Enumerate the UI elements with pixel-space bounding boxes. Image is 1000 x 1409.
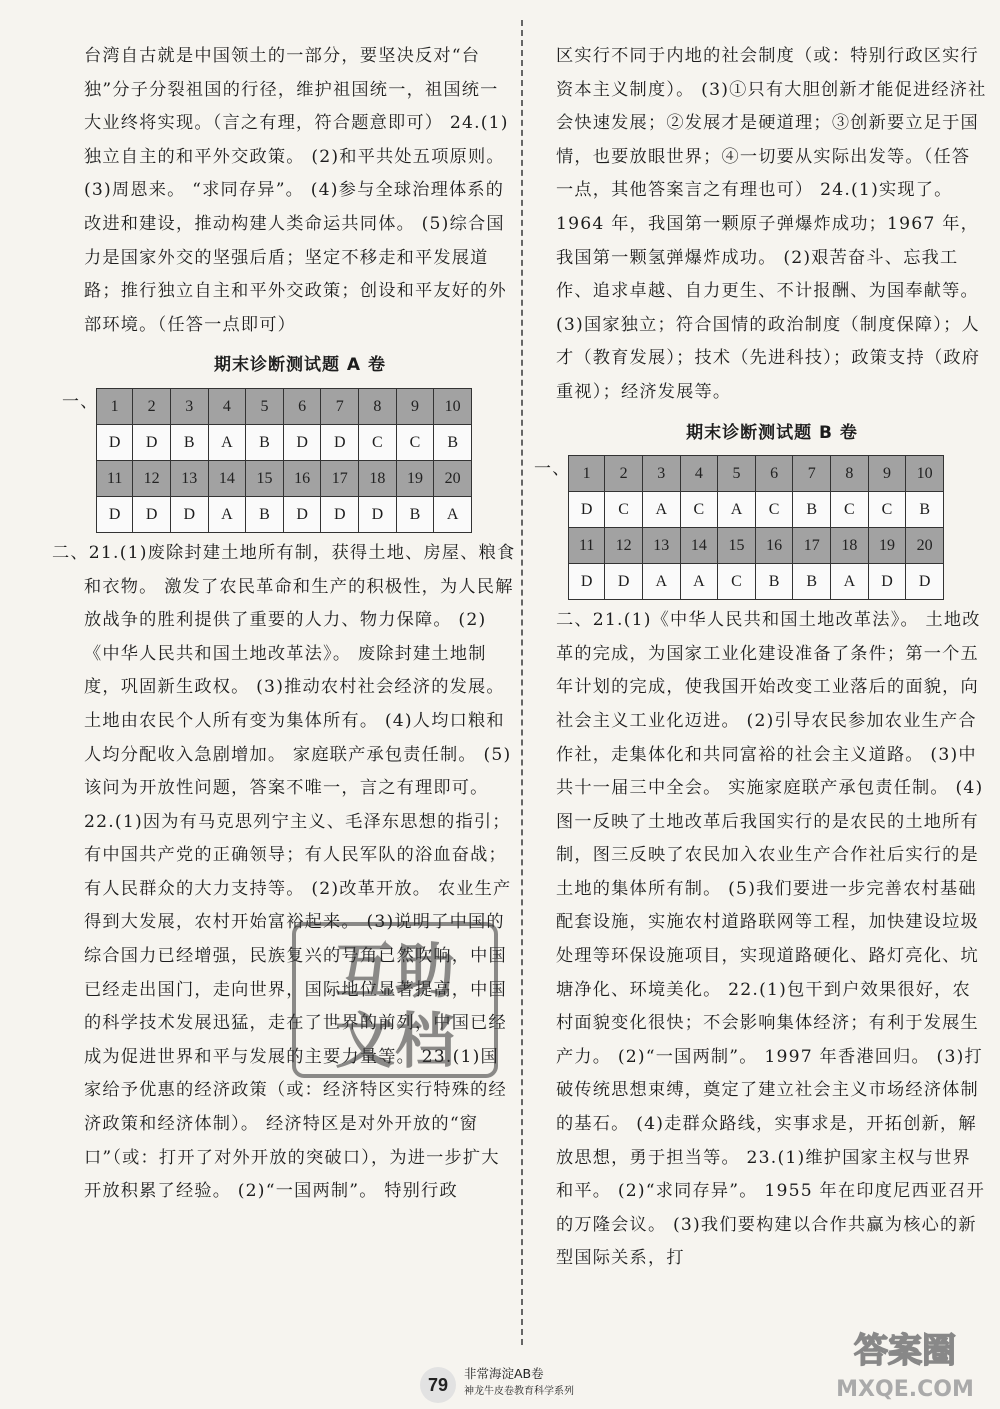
answer-cell: B [793,564,831,600]
left-section-two-text: 二、21.(1)废除封建土地所有制，获得土地、房屋、粮食和衣物。 激发了农民革命和生产的积极性，为人民解放战争的胜利提供了重要的人力、物力保障。 (2)《中华人民共和国土地改革法》。 废除封建土地制度，巩固新生政权。 (3)推动农村社会经济的发展。 土地由农民个人所有变为集体所有。 (4)人均口粮和人均分配收入急剧增加。 家庭联产承包责任制。 (5)该问为开放性问题，答案不唯一，言之有理即可。 22.(1)因为有马克思列宁主义、毛泽东思想的指引；有中国共产党的正确领导；有人民军队的浴血奋战；有人民群众的大力支持等。 (2)改革开放。 农业生产得到大发展，农村开始富裕起来。 (3)说明了中国的综合国力已经增强，民族复兴的号角已然吹响，中国已经走出国门，走向世界，国际地位显著提高，中国的科学技术发展迅猛，走在了世界的前列，中国已经成为促进世界和平与发展的主要力量等。 23.(1)国家给予优惠的经济政策（或：经济特区实行特殊的经济政策和经济体制）。 经济特区是对外开放的“窗口”（或：打开了对外开放的突破口），为进一步扩大开放积累了经验。 (2)“一国两制”。 特别行政 [52,542,516,1202]
question-number: 15 [246,460,284,496]
stamp-line-2: 文档 [335,1007,455,1077]
answer-cell: D [133,496,171,532]
question-number: 17 [321,460,359,496]
answer-cell: C [605,492,643,528]
answer-cell: D [283,424,321,460]
table-row [97,388,472,424]
table-row [569,492,944,528]
question-number: 2 [605,456,643,492]
answer-cell: B [396,496,434,532]
answer-cell: A [208,496,246,532]
question-number: 3 [642,456,680,492]
exam-b-heading: 期末诊断测试题 B 卷 [686,422,858,443]
question-number: 9 [868,456,906,492]
section-one-mark: 一、 [62,391,99,412]
question-number: 5 [718,456,756,492]
page-footer [420,1365,640,1405]
question-number: 4 [680,456,718,492]
answer-cell: A [642,492,680,528]
question-number: 17 [793,528,831,564]
watermark-line-2: MXQE.COM [836,1377,974,1402]
answer-cell: C [755,492,793,528]
answer-cell: B [906,492,944,528]
answer-cell: D [605,564,643,600]
answer-table-b-wrap [534,455,988,600]
series-title-block [464,1365,574,1401]
right-section-two-text: 二、21.(1)《中华人民共和国土地改革法》。 土地改革的完成，为国家工业化建设准备了条件；第一个五年计划的完成，使我国开始改变工业落后的面貌，向社会主义工业化迈进。 (2)引导农民参加农业生产合作社，走集体化和共同富裕的社会主义道路。 (3)中共十一届三中全会。 实施家庭联产承包责任制。 (4)图一反映了土地改革后我国实行的是农民的土地所有制，图三反映了农民加入农业生产合作社后实行的是土地的集体所有制。 (5)我们要进一步完善农村基础配套设施，实施农村道路联网等工程，加快建设垃圾处理等环保设施项目，实现道路硬化、路灯亮化、坑塘净化、环境美化。 22.(1)包干到户效果很好，农村面貌变化很快；不会影响集体经济；有利于发展生产力。 (2)“一国两制”。 1997 年香港回归。 (3)打破传统思想束缚，奠定了建立社会主义市场经济体制的基石。 (4)走群众路线，实事求是，开拓创新，解放思想，勇于担当等。 23.(1)维护国家主权与世界和平。 (2)“求同存异”。 1955 年在印度尼西亚召开的万隆会议。 (3)我们要构建以合作共赢为核心的新型国际关系，打 [556,610,986,1269]
question-number: 1 [569,456,605,492]
question-number: 12 [133,460,171,496]
table-row [97,496,472,532]
table-row [97,424,472,460]
question-number: 20 [906,528,944,564]
question-number: 7 [321,388,359,424]
answer-cell: C [396,424,434,460]
table-row [569,456,944,492]
question-number: 8 [359,388,397,424]
answer-cell: C [718,564,756,600]
site-watermark-logo [820,1320,990,1405]
column-divider [521,20,523,1345]
answer-table-b [568,455,944,600]
page-number: 79 [420,1367,456,1403]
question-number: 10 [906,456,944,492]
answer-cell: B [246,424,284,460]
question-number: 5 [246,388,284,424]
stamp-line-1: 互助 [335,937,455,1007]
answer-table-a [96,388,472,533]
table-row [569,528,944,564]
answer-cell: D [359,496,397,532]
question-number: 15 [718,528,756,564]
question-number: 16 [755,528,793,564]
answer-cell: A [831,564,869,600]
question-number: 10 [434,388,472,424]
answer-cell: D [283,496,321,532]
table-row [569,564,944,600]
answer-cell: D [569,564,605,600]
watermark-line-1: 答案圈 [854,1331,956,1371]
right-intro-text: 区实行不同于内地的社会制度（或：特别行政区实行资本主义制度）。 (3)①只有大胆创新才能促进经济社会快速发展；②发展才是硬道理；③创新要立足于国情，也要放眼世界；④一切要从实际出发等。（任答一点，其他答案言之有理也可） 24.(1)实现了。 1964 年，我国第一颗原子弹爆炸成功；1967 年，我国第一颗氢弹爆炸成功。 (2)艰苦奋斗、忘我工作、追求卓越、自力更生、不计报酬、为国奉献等。 (3)国家独立；符合国情的政治制度（制度保障）；人才（教育发展）；技术（先进科技）；政策支持（政府重视）；经济发展等。 [556,46,987,402]
answer-cell: B [793,492,831,528]
answer-cell: A [680,564,718,600]
question-number: 19 [868,528,906,564]
answer-table-a-wrap [62,388,516,533]
answer-cell: A [208,424,246,460]
question-number: 4 [208,388,246,424]
question-number: 8 [831,456,869,492]
answer-cell: D [170,496,208,532]
question-number: 20 [434,460,472,496]
question-number: 13 [170,460,208,496]
section-one-mark: 一、 [534,459,571,480]
series-title: 非常海淀AB卷 [464,1366,544,1381]
question-number: 9 [396,388,434,424]
answer-cell: D [97,424,133,460]
answer-cell: D [569,492,605,528]
series-subtitle: 神龙牛皮卷教育科学系列 [464,1386,574,1397]
question-number: 3 [170,388,208,424]
exam-a-heading: 期末诊断测试题 A 卷 [214,355,386,376]
answer-cell: B [170,424,208,460]
answer-cell: D [906,564,944,600]
question-number: 6 [755,456,793,492]
answer-cell: A [718,492,756,528]
question-number: 12 [605,528,643,564]
question-number: 19 [396,460,434,496]
question-number: 18 [831,528,869,564]
stamp-watermark [290,920,500,1080]
question-number: 7 [793,456,831,492]
answer-cell: A [434,496,472,532]
question-number: 6 [283,388,321,424]
question-number: 16 [283,460,321,496]
right-column [534,40,988,1276]
answer-cell: D [321,424,359,460]
question-number: 2 [133,388,171,424]
question-number: 11 [97,460,133,496]
answer-cell: B [755,564,793,600]
question-number: 14 [208,460,246,496]
answer-cell: C [680,492,718,528]
answer-cell: C [868,492,906,528]
answer-cell: B [246,496,284,532]
answer-cell: D [133,424,171,460]
question-number: 14 [680,528,718,564]
question-number: 13 [642,528,680,564]
answer-cell: B [434,424,472,460]
left-intro-text: 台湾自古就是中国领土的一部分，要坚决反对“台独”分子分裂祖国的行径，维护祖国统一，祖国统一大业终将实现。（言之有理，符合题意即可） 24.(1)独立自主的和平外交政策。 (2)和平共处五项原则。 (3)周恩来。 “求同存异”。 (4)参与全球治理体系的改进和建设，推动构建人类命运共同体。 (5)综合国力是国家外交的坚强后盾；坚定不移走和平发展道路；推行独立自主和平外交政策；创设和平友好的外部环境。（任答一点即可） [84,46,509,335]
answer-cell: D [321,496,359,532]
question-number: 1 [97,388,133,424]
question-number: 11 [569,528,605,564]
answer-cell: C [831,492,869,528]
table-row [97,460,472,496]
answer-cell: A [642,564,680,600]
answer-cell: C [359,424,397,460]
answer-cell: D [868,564,906,600]
question-number: 18 [359,460,397,496]
answer-cell: D [97,496,133,532]
